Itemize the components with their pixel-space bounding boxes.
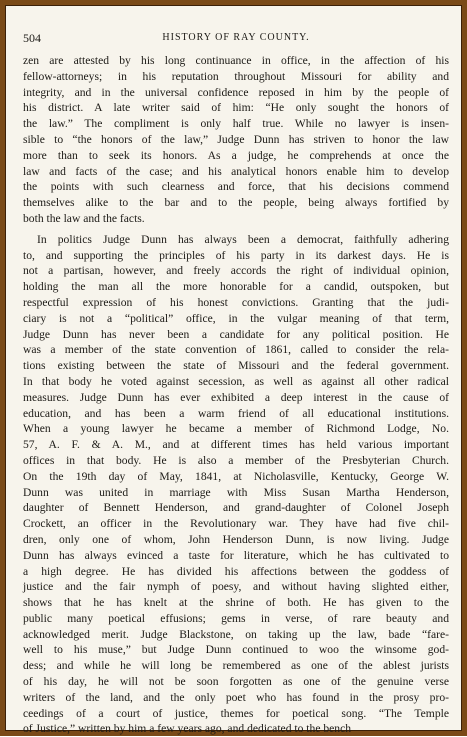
text-line: education, and has been a warm friend of all educational institutions. <box>23 406 449 420</box>
body-text <box>23 53 449 737</box>
text-line: When a young lawyer he became a member of Richmond Lodge, No. <box>23 422 449 436</box>
paragraph <box>23 53 449 227</box>
text-line: offices in that body. He is also a member of the Presbyterian Church. <box>23 453 449 467</box>
text-line: fellow-attorneys; in his reputation throughout Missouri for ability and <box>23 69 449 83</box>
text-line: dess; and while he will long be remembered as one of the ablest jurists <box>23 659 449 673</box>
text-line: the points with such clearness and force, that his decisions commend <box>23 180 449 194</box>
text-line: not a partisan, however, and freely accords the right of individual opinion, <box>23 264 449 278</box>
text-line: public many poetical effusions; gems in verse, of rare beauty and <box>23 611 449 625</box>
text-line: more than to seek its honors. As a judge, he comprehends at once the <box>23 148 449 162</box>
text-line: writers of the land, and the only poet who has found in the prosy pro- <box>23 690 449 704</box>
text-line: holding the man all the more honorable for a candid, outspoken, but <box>23 280 449 294</box>
text-line: ciary is not a “political” office, in the vulgar meaning of that term, <box>23 311 449 325</box>
text-line: dren, only one of whom, John Henderson Dunn, is now living. Judge <box>23 532 449 546</box>
text-line: Judge Dunn has never been a candidate for any political position. He <box>23 327 449 341</box>
running-title: HISTORY OF RAY COUNTY. <box>162 32 310 43</box>
text-line: law and facts of the case; and his analytical honors enable him to develop <box>23 164 449 178</box>
text-line: Crockett, an officer in the Revolutionary war. They have had five chil- <box>23 517 449 531</box>
text-line: On the 19th day of May, 1841, at Nicholasville, Kentucky, George W. <box>23 469 449 483</box>
paragraph <box>23 232 449 737</box>
text-line: 57, A. F. & A. M., and at different times has held various important <box>23 438 449 452</box>
text-line: the law.” The compliment is only half true. While no lawyer is insen- <box>23 117 449 131</box>
text-line: justice and the fair nymph of poesy, and without having slighted either, <box>23 580 449 594</box>
text-line: of Justice,” written by him a few years ago, and dedicated to the bench <box>23 722 352 736</box>
text-line: respectful expression of his honest convictions. Granting that the judi- <box>23 295 449 309</box>
text-line: both the law and the facts. <box>23 211 145 225</box>
text-line: tions existing between the state of Missouri and the federal government. <box>23 359 449 373</box>
running-header <box>23 31 449 47</box>
text-line: integrity, and in the universal confidence reposed in him by the people of <box>23 85 449 99</box>
text-line: to, and supporting the principles of his party in its darkest days. He is <box>23 248 449 262</box>
text-line: a high degree. He has divided his affections between the goddess of <box>23 564 449 578</box>
text-line: ceedings of a court of justice, themes for poetical song. “The Temple <box>23 706 449 720</box>
text-line: of his day, he will not be soon forgotten as one of the genuine verse <box>23 675 449 689</box>
page-number: 504 <box>23 31 41 45</box>
text-line: measures. Judge Dunn has ever exhibited a deep interest in the cause of <box>23 390 449 404</box>
text-line: Dunn was united in marriage with Miss Susan Martha Henderson, <box>23 485 449 499</box>
text-line: daughter of Bennett Henderson, and grand-daughter of Colonel Joseph <box>23 501 449 515</box>
text-line: his district. A late writer said of him: “He only sought the honors of <box>23 101 449 115</box>
text-line: In that body he voted against secession, as well as against all other radical <box>23 374 449 388</box>
text-line: Dunn has always evinced a taste for literature, which he has cultivated to <box>23 548 449 562</box>
book-page <box>23 31 449 737</box>
text-line: In politics Judge Dunn has always been a democrat, faithfully adhering <box>37 232 449 246</box>
text-line: themselves alike to the bar and to the people, being always fortified by <box>23 196 449 210</box>
text-line: shows that he has knelt at the shrine of both. He has given to the <box>23 596 449 610</box>
text-line: sible to “the honors of the law,” Judge Dunn has striven to honor the law <box>23 132 449 146</box>
text-line: was a member of the state convention of 1861, called to consider the rela- <box>23 343 449 357</box>
text-line: acknowledged merit. Judge Blackstone, on taking up the law, bade “fare- <box>23 627 449 641</box>
text-line: well to his muse,” but Judge Dunn continued to woo the winsome god- <box>23 643 449 657</box>
text-line: zen are attested by his long continuance in office, in the affection of his <box>23 54 449 67</box>
